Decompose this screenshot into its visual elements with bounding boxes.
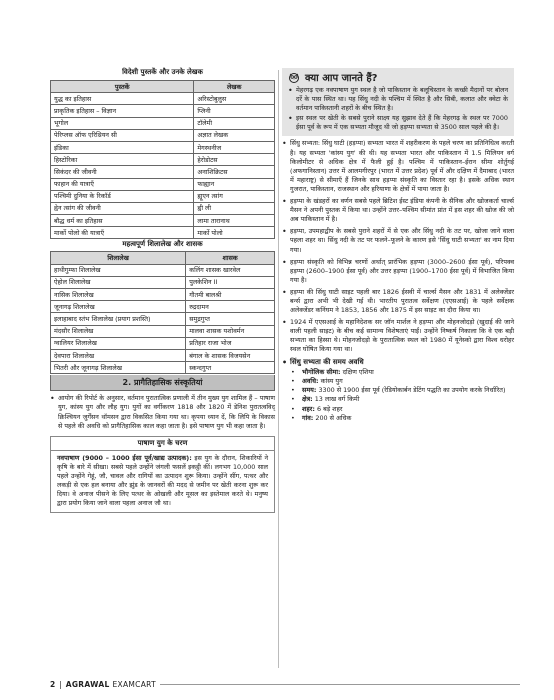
indus-span-title: सिंधु सभ्यता की समय अवधि (290, 357, 364, 366)
table-cell-value: पुलकेशिन II (186, 276, 275, 288)
table-cell-value: प्रतिहार राजा भोज (186, 337, 275, 349)
bullet-icon: • (50, 394, 55, 404)
table-cell-value: बंगाल के शासक विजयसेन (186, 349, 275, 361)
know-item-text: इस स्थल पर खेती के सबसे पुराने साक्ष्य यह सुझाव देते हैं कि मेहरगढ़ के स्थल पर 7000 ईसा पूर्व के रूप में एक सभ्यता मौजूद थी जो हड़प्पा सभ्यता से 3500 साल पहले की है। (296, 114, 508, 132)
brand-main: AGRAWAL (65, 680, 110, 689)
content-paragraph (282, 139, 514, 194)
table-cell-value: कलिंग शासक खारवेल (186, 264, 275, 276)
table-cell-value: समुद्रगुप्त (186, 313, 275, 325)
bullet-icon: • (291, 404, 295, 413)
table1-caption: विदेशी पुस्तकें और उनके लेखक (122, 68, 203, 76)
table-cell-value: टॉलेमी (194, 117, 275, 129)
paragraph-text: हड़प्पा की सिंधु घाटी साइट पहली बार 1826 ईसवी में चार्ल्स मैसन और 1831 में अलेक्जेंडर बर्न्स द्वारा अभी भी देखी गई थी। भारतीय पुरातत्व सर्वेक्षण (एएसआई) के पहले सर्वेक्षक अलेक्जेंडर कनिंघम ने 1853, 1856 और 1875 में इस साइट का दौरा किया था। (290, 287, 514, 315)
footer-rule (160, 684, 520, 685)
column-header: शिलालेख (51, 252, 186, 264)
content-paragraph (282, 318, 514, 354)
table-header-row (51, 81, 275, 93)
table-cell-title: हाथीगुम्फा शिलालेख (51, 264, 186, 276)
table-row (51, 313, 275, 325)
table-row (51, 129, 275, 141)
know-item-text: मेहरगढ़ एक नवपाषाण युग स्थल है जो पाकिस्तान के बलूचिस्तान के कच्छी मैदानों पर बोलन दर्रे के पास स्थित था। यह सिंधु नदी के पश्चिम में स्थित है और सिबी, कलात और क्वेटा के वर्तमान पाकिस्तानी शहरों के बीच स्थित है। (296, 86, 508, 113)
bullet-icon: • (282, 227, 287, 237)
span-item-value: 200 से अधिक (315, 413, 352, 422)
table-cell-value: अज्ञात लेखक (194, 129, 275, 141)
stone-age-title: पाषाण युग के चरण (51, 437, 274, 451)
right-paragraphs (282, 139, 514, 354)
span-item (282, 368, 514, 377)
table-row (51, 325, 275, 337)
table1-body (51, 93, 275, 239)
paragraph-text: 1924 में एएसआई के महानिदेशक सर जॉन मार्शल ने हड़प्पा और मोहनजोदड़ो (खुदाई की जाने वाली पहली साइट) के बीच कई सामान्य विशेषताएं पाईं। उन्होंने निष्कर्ष निकाला कि वे एक बड़ी सभ्यता का हिस्सा थे। मोहनजोदड़ो के पुरातात्विक स्थल को 1980 में यूनेस्को द्वारा विश्व धरोहर स्थल घोषित किया गया था। (290, 318, 514, 354)
span-item (282, 377, 514, 386)
did-you-know-box (282, 68, 514, 136)
table-row (51, 141, 275, 153)
bullet-icon: • (291, 413, 295, 422)
table-cell-title: मंदसौर शिलालेख (51, 325, 186, 337)
span-item-label: समय: (302, 386, 317, 395)
table-row (51, 105, 275, 117)
bullet-icon: • (291, 386, 295, 395)
table-cell-title: देवपारा शिलालेख (51, 349, 186, 361)
left-column (50, 68, 275, 513)
stone-age-body (57, 454, 268, 509)
foreign-books-table (50, 80, 275, 239)
span-item-value: 13 लाख वर्ग किमी (314, 395, 360, 404)
paragraph-text: हड़प्पा संस्कृति को विभिन्न चरणों अर्थात् प्रारंभिक हड़प्पा (3000–2600 ईसा पूर्व), परिपक्व हड़प्पा (2600–1900 ईसा पूर्व) और उत्तर हड़प्पा (1900–1700 ईसा पूर्व) में विभाजित किया गया है। (290, 257, 514, 284)
content-paragraph (282, 227, 514, 254)
table-cell-title: ऐहोल शिलालेख (51, 276, 186, 288)
table-row (51, 349, 275, 361)
table-cell-value: हेरोडोटस (194, 154, 275, 166)
bullet-icon: • (282, 287, 287, 297)
table-cell-title: मार्को पोलो की यात्राएँ (51, 227, 194, 239)
column-header: लेखक (194, 81, 275, 93)
table-cell-value: ह्यूएन त्सांग (194, 190, 275, 202)
intro-text: आयोग की रिपोर्ट के अनुसार, वर्तमान पुरातात्विक प्रणाली में तीन मुख्य युग शामिल हैं – पाषाण युग, कांस्य युग और लौह युग। युगों का वर्गीकरण 1818 और 1820 में डेनिश पुरातत्वविद् क्रिश्चियन जुर्गेंसन थॉमसन द्वारा विकसित किया गया था। कृपया ध्यान दें, कि लिपि के विकास से पहले की अवधि को प्रागैतिहासिक काल कहा जाता है। इसे पाषाण युग भी कहा जाता है। (58, 394, 275, 430)
table-cell-value: स्कन्दगुप्त (186, 362, 275, 374)
did-you-know-heading (288, 70, 508, 84)
know-item (288, 86, 508, 113)
table-cell-value: रुद्रदामन (186, 301, 275, 313)
span-item-value: कांस्य युग (320, 376, 343, 385)
did-you-know-title: क्या आप जानते हैं? (305, 73, 378, 84)
table-row (51, 117, 275, 129)
bullet-icon: • (282, 139, 287, 149)
table-cell-title: भूगोल (51, 117, 194, 129)
bullet-icon: • (291, 376, 295, 385)
paragraph-text: हड़प्पा, उपमहाद्वीप के सबसे पुराने शहरों में से एक और सिंधु नदी के तट पर, खोजा जाने वाला पहला शहर था। सिंधु नदी के तट पर फलने–फूलने के कारण इसे 'सिंधु घाटी सभ्यता' का नाम दिया गया। (290, 227, 514, 254)
indus-span-list (282, 368, 514, 424)
table-row (51, 337, 275, 349)
neolithic-label: नवपाषाण (9000 – 1000 ईसा पूर्व/खाद्य उत्पादक): (57, 453, 192, 462)
table-header-row (51, 252, 275, 264)
column-header: शासक (186, 252, 275, 264)
table-cell-title: सिकंदर की जीवनी (51, 166, 194, 178)
table-cell-value: अनाशिक्रिटस (194, 166, 275, 178)
stone-age-box (50, 436, 275, 514)
neolithic-text: इस युग के दौरान, शिकारियों ने कृषि के बारे में सीखा। सबसे पहले उन्होंने जंगली फसलें इकट्ठी कीं। लगभग 10,000 साल पहले उन्होंने गेहूं, जौ, चावल और रागियों का उत्पादन शुरू किया। उन्होंने सींग, पत्थर और लकड़ी से एक हल बनाया और झुंड के जानवरों की मदद से जमीन पर खेती करना शुरू कर दिया। वे अनाज पीसने के लिए पत्थर के ओखली और मूसल का इस्तेमाल करते थे। मनुष्य द्वारा प्रयोग किया जाने वाला पहला अनाज जौ था। (57, 453, 268, 508)
indus-span-heading (282, 358, 514, 367)
table-cell-value: फाह्यान (194, 178, 275, 190)
content-paragraph (282, 197, 514, 224)
know-item (288, 114, 508, 132)
table-row (51, 166, 275, 178)
span-item-label: भौगोलिक सीमा: (302, 367, 341, 376)
table-cell-title: ग्वालियर शिलालेख (51, 337, 186, 349)
span-item-label: शहर: (302, 404, 315, 413)
page-number: 2 (50, 680, 56, 689)
table-cell-value: मेगस्थनीज (194, 141, 275, 153)
span-item-value: दक्षिण एशिया (342, 367, 374, 376)
table-cell-title: ह्वेन त्सांग की जीवनी (51, 202, 194, 214)
inscriptions-table (50, 251, 275, 374)
table-cell-title: फाहान की यात्राएँ (51, 178, 194, 190)
span-item (282, 386, 514, 395)
paragraph-text: सिंधु सभ्यता: सिंधु घाटी (हड़प्पा) सभ्यता भारत में शहरीकरण के पहले चरण का प्रतिनिधित्व करती है। यह सभ्यता 'कांस्य युग' की थी। यह सभ्यता भारत और पाकिस्तान में 1.5 मिलियन वर्ग किलोमीटर से अधिक क्षेत्र में फैली हुई है। पश्चिम में पाकिस्तान–ईरान सीमा शोर्तुगई (अफगानिस्तान) उत्तर में आलमगीरपुर (भारत में उत्तर प्रदेश) पूर्व में और दक्षिण में दैमाबाद (भारत में महाराष्ट्र) से सीमाएँ हैं जिनके साथ हड़प्पा संस्कृति का विस्तार रहा है। इसके अधिक स्थान गुजरात, पाकिस्तान, राजस्थान और हरियाणा के क्षेत्रों में पाया जाता है। (290, 139, 515, 193)
span-item (282, 414, 514, 423)
page-footer (50, 680, 520, 689)
table2-body (51, 264, 275, 374)
table-cell-value: ह्वी ली (194, 202, 275, 214)
table-row (51, 202, 275, 214)
table-cell-title: इंडिका (51, 141, 194, 153)
span-item-label: गांव: (302, 413, 314, 422)
span-item-value: 6 बड़े शहर (316, 404, 343, 413)
table-row (51, 154, 275, 166)
span-item-label: अवधि: (302, 376, 319, 385)
content-paragraph (282, 258, 514, 285)
span-item (282, 395, 514, 404)
bullet-icon: • (282, 357, 288, 367)
table2-caption: महत्वपूर्ण शिलालेख और शासक (122, 240, 203, 249)
table-cell-title: बौद्ध धर्म का इतिहास (51, 215, 194, 227)
brand-sub: EXAMCART (112, 680, 156, 689)
content-paragraph (282, 288, 514, 315)
table-cell-title: जूनागढ़ शिलालेख (51, 301, 186, 313)
column-header: पुस्तकें (51, 81, 194, 93)
table-cell-value: लामा तारानाथ (194, 215, 275, 227)
brand-logo (66, 680, 156, 689)
table-cell-value: अरिस्टोबुलुस (194, 93, 275, 105)
table-cell-value: गौतमी बालश्री (186, 289, 275, 301)
table-cell-title: पेरिप्लस ऑफ एरिथ्रियन सी (51, 129, 194, 141)
table-cell-value: मालवा शासक यशोवर्मन (186, 325, 275, 337)
bullet-icon: • (288, 86, 293, 95)
table-cell-title: भितरी और जूनागढ़ शिलालेख (51, 362, 186, 374)
bullet-icon: • (282, 197, 287, 207)
table-cell-value: मार्को पोलो (194, 227, 275, 239)
bullet-icon: • (291, 395, 295, 404)
table-row (51, 190, 275, 202)
bullet-icon: • (282, 257, 287, 267)
right-column (282, 68, 514, 423)
table-row (51, 264, 275, 276)
table-row (51, 301, 275, 313)
table-row (51, 289, 275, 301)
intro-paragraph (50, 394, 275, 430)
table-cell-title: प्राकृतिक इतिहास – विज्ञान (51, 105, 194, 117)
section-title: 2. प्रागैतिहासिक संस्कृतियां (50, 375, 275, 391)
table-row (51, 178, 275, 190)
table-row (51, 93, 275, 105)
table-cell-value: प्लिनी (194, 105, 275, 117)
paragraph-text: हड़प्पा के खंडहरों का वर्णन सबसे पहले ब्रिटिश ईस्ट इंडिया कंपनी के सैनिक और खोजकर्ता चार्ल्स मैसन ने अपनी पुस्तक में किया था। उन्होंने उत्तर–पश्चिम सीमांत प्रांत में इस शहर की खोज की जो अब पाकिस्तान में है। (290, 197, 514, 224)
bullet-icon: • (282, 318, 287, 328)
table-cell-title: युद्ध का इतिहास (51, 93, 194, 105)
table-row (51, 227, 275, 239)
span-item (282, 405, 514, 414)
span-item-label: क्षेत्र: (302, 395, 313, 404)
table-cell-title: हिस्टोरिका (51, 154, 194, 166)
table-cell-title: पश्चिमी दुनिया के रिकॉर्ड (51, 190, 194, 202)
table-row (51, 276, 275, 288)
table-row (51, 215, 275, 227)
table-cell-title: नासिक शिलालेख (51, 289, 186, 301)
column-divider (278, 70, 279, 668)
footer-separator: | (59, 680, 62, 689)
bullet-icon: • (288, 114, 293, 124)
span-item-value: 3300 से 1900 ईसा पूर्व (रेडियोकार्बन डेटिंग पद्धति का उपयोग करके निर्धारित) (318, 386, 506, 395)
bullet-icon: • (291, 367, 295, 376)
table-cell-title: इलाहाबाद स्तंभ शिलालेख (प्रयाग प्रशस्ति) (51, 313, 186, 325)
owl-icon (288, 71, 300, 83)
table-row (51, 362, 275, 374)
